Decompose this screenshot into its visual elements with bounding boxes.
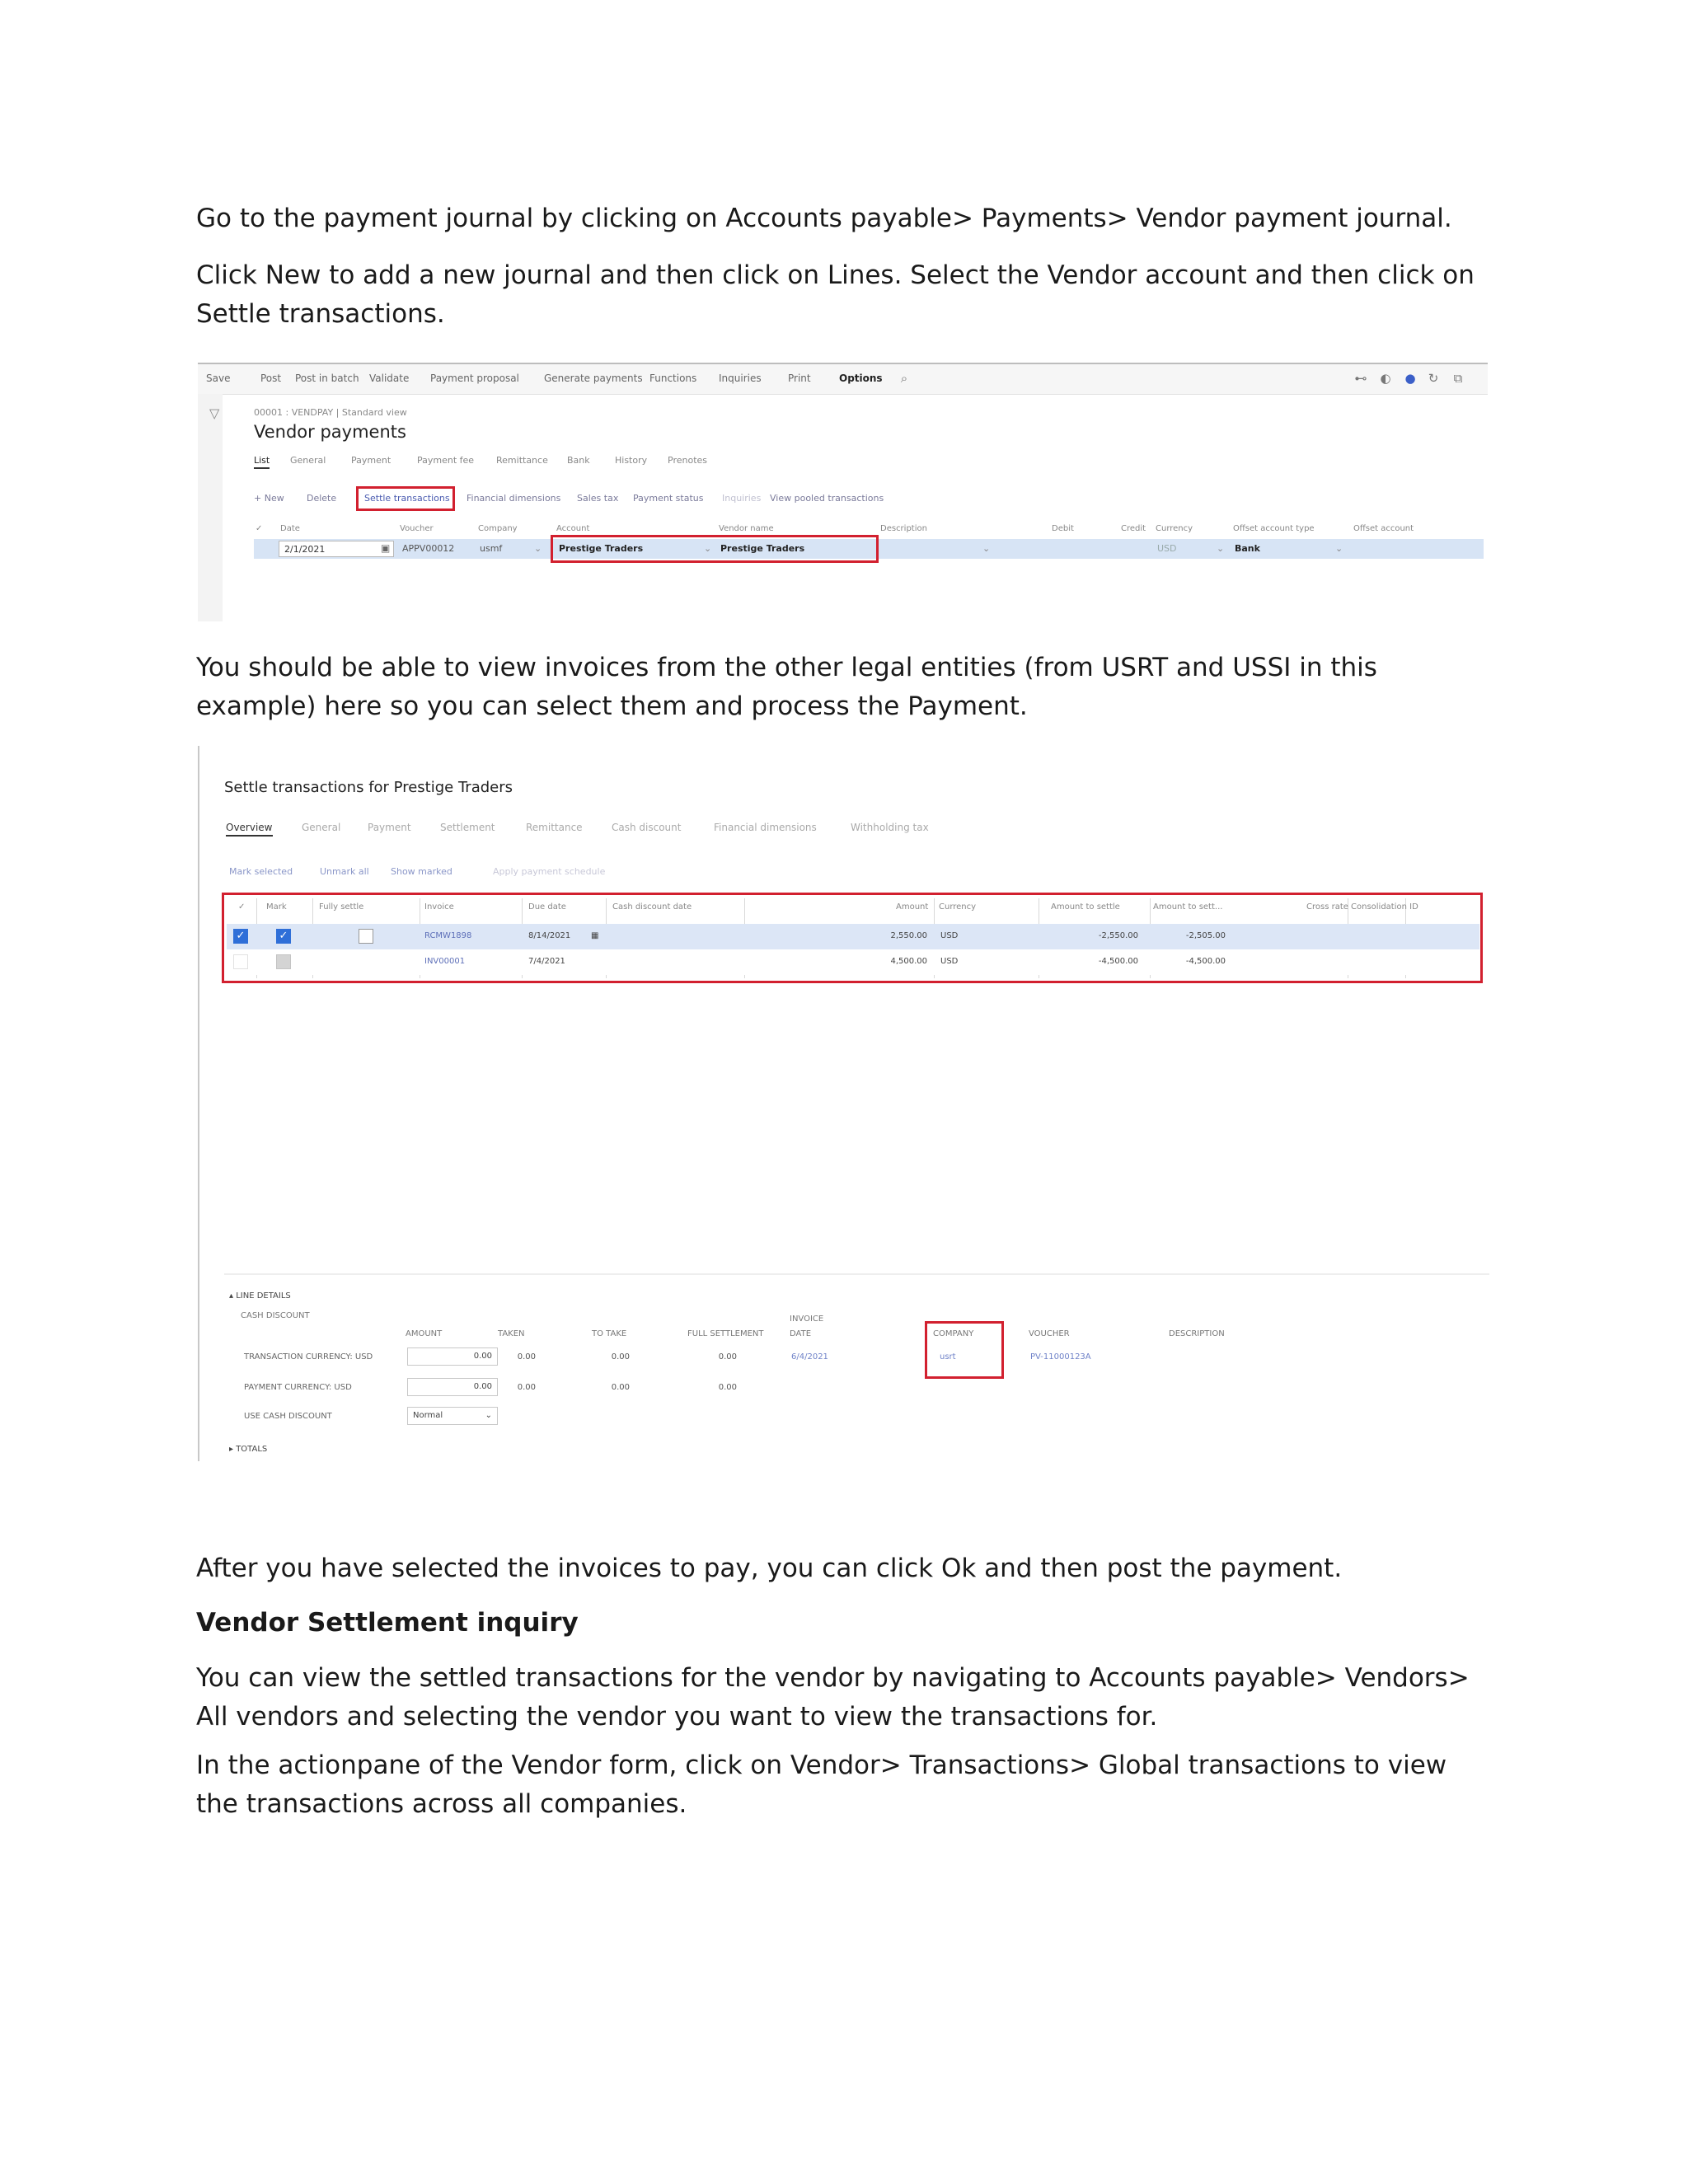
validate-menu[interactable]: Validate [369,373,410,384]
company-column-label: COMPANY [933,1329,974,1338]
settle-transactions-screenshot [198,746,1489,1461]
calendar-icon[interactable]: ▦ [591,931,599,940]
date-input[interactable]: 2/1/2021 [279,541,394,557]
tab-remittance[interactable]: Remittance [496,455,548,466]
use-cash-discount-label: USE CASH DISCOUNT [244,1412,332,1421]
transaction-taken-value: 0.00 [517,1352,536,1361]
select-all-check-icon[interactable]: ✓ [256,524,263,533]
tab-financial-dimensions[interactable]: Financial dimensions [714,822,817,833]
tab-payment[interactable]: Payment [368,822,411,833]
save-button[interactable]: Save [206,373,231,384]
tab-bank[interactable]: Bank [567,455,590,466]
settle-transactions-button[interactable]: Settle transactions [364,493,450,504]
tab-withholding-tax[interactable]: Withholding tax [851,822,929,833]
show-marked-menu[interactable]: Show marked [391,866,452,877]
column-header-credit[interactable]: Credit [1121,524,1146,533]
payment-amount-input[interactable]: 0.00 [407,1378,498,1396]
dialog-title: Settle transactions for Prestige Traders [224,779,513,796]
column-header-currency[interactable]: Currency [939,902,977,912]
column-header-currency[interactable]: Currency [1156,524,1193,533]
invoice-date-column-label: DATE [790,1329,812,1338]
voucher-link[interactable]: PV-11000123A [1030,1352,1091,1361]
calendar-icon[interactable]: ▣ [381,542,391,554]
popout-icon[interactable]: ⧉ [1453,371,1463,386]
tab-cash-discount[interactable]: Cash discount [612,822,682,833]
column-header-voucher[interactable]: Voucher [400,524,434,533]
tab-history[interactable]: History [615,455,648,466]
transactions-highlight [222,893,1483,983]
unmark-all-button[interactable]: Unmark all [320,866,369,877]
chevron-down-icon[interactable]: ⌄ [704,543,712,554]
page-title: Vendor payments [254,422,406,442]
tab-prenotes[interactable]: Prenotes [668,455,708,466]
paragraph-1: Go to the payment journal by clicking on Accounts payable> Payments> Vendor payment journal. [196,204,1452,233]
account-highlight [551,535,879,563]
chevron-down-icon[interactable]: ⌄ [1335,543,1343,554]
new-button[interactable]: + New [254,493,284,504]
currency-cell: USD [940,957,959,966]
payment-currency-label: PAYMENT CURRENCY: USD [244,1383,352,1392]
column-header-cross-rate[interactable]: Cross rate [1306,902,1348,912]
column-header-date[interactable]: Date [280,524,300,533]
paragraph-4: After you have selected the invoices to pay, you can click Ok and then post the payment. [196,1554,1343,1583]
print-menu[interactable]: Print [788,373,811,384]
payment-full-settlement-value: 0.00 [718,1383,737,1392]
column-header-mark[interactable]: Mark [266,902,287,912]
column-header-debit[interactable]: Debit [1052,524,1074,533]
invoice-cell[interactable]: RCMW1898 [424,931,472,940]
chevron-down-icon[interactable]: ⌄ [1217,543,1225,554]
payment-status-menu[interactable]: Payment status [633,493,704,504]
taken-column-label: TAKEN [498,1329,525,1338]
divider [224,1273,1489,1275]
section-heading: Vendor Settlement inquiry [196,1608,579,1638]
column-header-description[interactable]: Description [880,524,927,533]
transaction-amount-input[interactable]: 0.00 [407,1347,498,1366]
mark-selected-button[interactable]: Mark selected [229,866,293,877]
to-take-column-label: TO TAKE [592,1329,627,1338]
vendor-payments-screenshot [198,363,1488,621]
column-header-cash-discount-date[interactable]: Cash discount date [612,902,692,912]
payment-to-take-value: 0.00 [611,1383,630,1392]
amount-cell: 4,500.00 [890,957,927,966]
transaction-full-settlement-value: 0.00 [718,1352,737,1361]
amount-to-settle-2-cell[interactable]: -4,500.00 [1185,957,1226,966]
apply-payment-schedule-button[interactable]: Apply payment schedule [493,866,606,877]
paragraph-2: Click New to add a new journal and then click on Lines. Select the Vendor account and then click on Settle transactions. [196,260,1475,329]
currency-cell: USD [940,931,959,940]
amount-to-settle-2-cell[interactable]: -2,505.00 [1185,931,1226,940]
due-date-cell[interactable]: 8/14/2021 [528,931,571,940]
financial-dimensions-menu[interactable]: Financial dimensions [467,493,561,504]
column-header-amount[interactable]: Amount [896,902,929,912]
paragraph-3: You should be able to view invoices from the other legal entities (from USRT and USSI in this example) here so you can select them and process the Payment. [196,653,1377,721]
column-header-due-date[interactable]: Due date [528,902,566,912]
use-cash-discount-value: Normal [413,1411,443,1420]
company-link[interactable]: usrt [940,1352,956,1361]
row-select-checkbox[interactable]: ✓ [233,929,248,944]
amount-to-settle-cell[interactable]: -4,500.00 [1098,957,1138,966]
tab-remittance[interactable]: Remittance [526,822,583,833]
tab-overview[interactable]: Overview [226,822,273,837]
view-pooled-transactions-button[interactable]: View pooled transactions [770,493,884,504]
inquiries-menu[interactable]: Inquiries [719,373,762,384]
invoice-date-link[interactable]: 6/4/2021 [791,1352,828,1361]
sales-tax-button[interactable]: Sales tax [577,493,619,504]
voucher-column-label: VOUCHER [1029,1329,1070,1338]
line-details-label: LINE DETAILS [236,1291,291,1301]
amount-cell: 2,550.00 [890,931,927,940]
select-all-check-icon[interactable]: ✓ [238,902,246,912]
tab-settlement[interactable]: Settlement [440,822,495,833]
column-header-fully-settle[interactable]: Fully settle [319,902,364,912]
column-header-amount-to-settle-2[interactable]: Amount to sett... [1153,902,1223,912]
voucher-cell[interactable]: APPV00012 [402,543,455,554]
paragraph-5: You can view the settled transactions for the vendor by navigating to Accounts payable> Vendors> All vendors and selecting the vendor you want to view the transactions for. [196,1663,1470,1732]
tab-payment-fee[interactable]: Payment fee [417,455,475,466]
vendor-name-cell: Prestige Traders [720,543,805,554]
generate-payments-button[interactable]: Generate payments [544,373,643,384]
transaction-to-take-value: 0.00 [611,1352,630,1361]
column-header-vendor-name[interactable]: Vendor name [719,524,774,533]
use-cash-discount-select[interactable] [407,1407,498,1425]
invoice-cell[interactable]: INV00001 [424,957,466,966]
full-settlement-column-label: FULL SETTLEMENT [687,1329,764,1338]
filter-icon[interactable]: ▽ [209,405,220,421]
chevron-down-icon[interactable]: ⌄ [982,543,991,554]
company-highlight [925,1321,1004,1379]
mark-checkbox[interactable]: ✓ [276,929,291,944]
column-header-amount-to-settle[interactable]: Amount to settle [1051,902,1120,912]
functions-menu[interactable]: Functions [649,373,697,384]
refresh-icon[interactable]: ↻ [1428,371,1439,386]
amount-column-label: AMOUNT [406,1329,443,1338]
office-icon[interactable]: ◐ [1380,371,1391,386]
totals-label: TOTALS [236,1445,268,1454]
line-details-toggle[interactable]: ▴ LINE DETAILS [229,1291,291,1301]
company-cell[interactable]: usmf [480,543,503,554]
cash-discount-label: CASH DISCOUNT [241,1311,310,1320]
column-header-account[interactable]: Account [556,524,590,533]
post-in-batch-button[interactable]: Post in batch [295,373,359,384]
transaction-currency-label: TRANSACTION CURRENCY: USD [244,1352,373,1361]
delete-button[interactable]: Delete [307,493,337,504]
options-menu[interactable]: Options [839,373,883,384]
post-button[interactable]: Post [260,373,282,384]
invoice-column-label: INVOICE [790,1315,824,1324]
link-icon[interactable]: ⊷ [1354,371,1367,386]
column-header-offset-account-type[interactable]: Offset account type [1233,524,1315,533]
amount-to-settle-cell[interactable]: -2,550.00 [1098,931,1138,940]
description-column-label: DESCRIPTION [1169,1329,1225,1338]
inquiries-button[interactable]: Inquiries [722,493,762,504]
currency-cell[interactable]: USD [1157,543,1177,554]
settle-transactions-highlight [356,486,455,511]
column-header-consolidation-id[interactable]: Consolidation ID [1351,902,1418,912]
paragraph-6: In the actionpane of the Vendor form, click on Vendor> Transactions> Global transactions to view the transactions across all companies. [196,1750,1447,1819]
tab-list[interactable]: List [254,455,270,469]
chevron-down-icon[interactable]: ⌄ [534,543,542,554]
tab-general[interactable]: General [290,455,326,466]
tab-payment[interactable]: Payment [351,455,392,466]
chevron-down-icon: ⌄ [485,1411,492,1420]
search-icon[interactable]: ⌕ [900,371,908,386]
filter-pane [198,394,223,621]
totals-toggle[interactable]: ▸ TOTALS [229,1445,268,1454]
action-toolbar [198,364,1488,395]
due-date-cell[interactable]: 7/4/2021 [528,957,565,966]
payment-taken-value: 0.00 [517,1383,536,1392]
column-header-company[interactable]: Company [478,524,518,533]
account-cell[interactable]: Prestige Traders [559,543,644,554]
column-header-offset-account[interactable]: Offset account [1353,524,1414,533]
attach-icon[interactable]: ● [1404,371,1416,386]
breadcrumb[interactable]: 00001 : VENDPAY | Standard view [254,407,407,418]
offset-account-type-cell[interactable]: Bank [1235,543,1260,554]
payment-proposal-menu[interactable]: Payment proposal [430,373,519,384]
tab-general[interactable]: General [302,822,341,833]
column-header-invoice[interactable]: Invoice [424,902,454,912]
